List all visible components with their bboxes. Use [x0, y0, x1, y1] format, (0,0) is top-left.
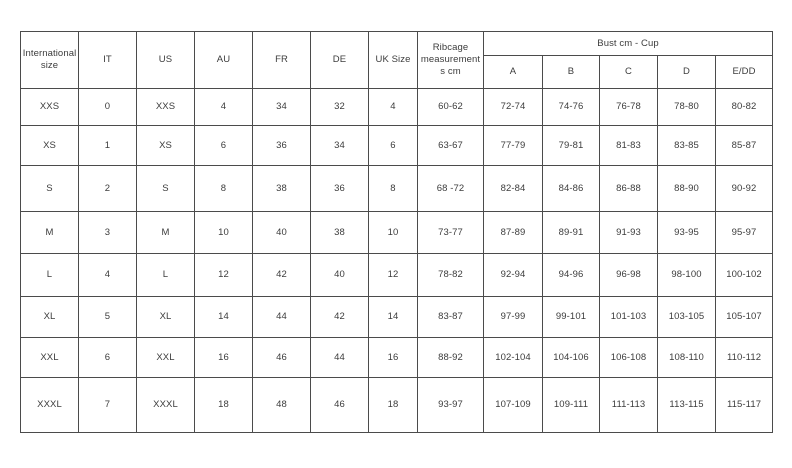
table-cell: XXXL: [21, 378, 79, 433]
table-cell: 16: [195, 338, 253, 378]
col-header-uk-size: UK Size: [369, 32, 418, 89]
table-cell: 83-87: [418, 297, 484, 338]
table-cell: 86-88: [600, 166, 658, 212]
table-cell: 79-81: [543, 126, 600, 166]
table-cell: 80-82: [716, 89, 773, 126]
table-cell: 83-85: [658, 126, 716, 166]
table-cell: 101-103: [600, 297, 658, 338]
table-cell: XXS: [137, 89, 195, 126]
table-cell: 76-78: [600, 89, 658, 126]
table-cell: 96-98: [600, 254, 658, 297]
table-cell: 60-62: [418, 89, 484, 126]
table-cell: 36: [253, 126, 311, 166]
table-cell: 1: [79, 126, 137, 166]
table-cell: XXL: [21, 338, 79, 378]
table-cell: 46: [253, 338, 311, 378]
table-row: [21, 89, 773, 126]
table-cell: 87-89: [484, 212, 543, 254]
table-cell: 85-87: [716, 126, 773, 166]
table-cell: S: [21, 166, 79, 212]
table-cell: 95-97: [716, 212, 773, 254]
table-cell: 8: [369, 166, 418, 212]
table-cell: 36: [311, 166, 369, 212]
col-header-bust-cup-group: Bust cm - Cup: [484, 32, 773, 56]
table-cell: 18: [369, 378, 418, 433]
table-cell: 91-93: [600, 212, 658, 254]
table-cell: 107-109: [484, 378, 543, 433]
table-cell: 90-92: [716, 166, 773, 212]
table-cell: 18: [195, 378, 253, 433]
table-cell: 32: [311, 89, 369, 126]
table-cell: 63-67: [418, 126, 484, 166]
table-cell: 14: [195, 297, 253, 338]
col-header-cup-a: A: [484, 56, 543, 89]
table-cell: 93-97: [418, 378, 484, 433]
table-cell: 42: [311, 297, 369, 338]
table-row: [21, 126, 773, 166]
table-cell: 44: [253, 297, 311, 338]
table-cell: M: [21, 212, 79, 254]
table-cell: 109-111: [543, 378, 600, 433]
table-cell: 106-108: [600, 338, 658, 378]
table-cell: 73-77: [418, 212, 484, 254]
table-cell: 98-100: [658, 254, 716, 297]
table-cell: 103-105: [658, 297, 716, 338]
table-cell: 89-91: [543, 212, 600, 254]
table-cell: 78-80: [658, 89, 716, 126]
col-header-cup-b: B: [543, 56, 600, 89]
table-cell: 7: [79, 378, 137, 433]
table-cell: 92-94: [484, 254, 543, 297]
table-cell: 40: [311, 254, 369, 297]
table-cell: 93-95: [658, 212, 716, 254]
table-row: [21, 254, 773, 297]
table-row: [21, 378, 773, 433]
col-header-cup-edd: E/DD: [716, 56, 773, 89]
table-cell: XXL: [137, 338, 195, 378]
table-cell: 40: [253, 212, 311, 254]
table-cell: 4: [195, 89, 253, 126]
table-cell: XXXL: [137, 378, 195, 433]
col-header-fr: FR: [253, 32, 311, 89]
table-cell: 74-76: [543, 89, 600, 126]
header-row-top: [21, 32, 773, 56]
table-cell: 6: [195, 126, 253, 166]
table-cell: 34: [311, 126, 369, 166]
table-row: [21, 338, 773, 378]
table-cell: 8: [195, 166, 253, 212]
table-cell: 42: [253, 254, 311, 297]
table-cell: 68 -72: [418, 166, 484, 212]
table-cell: 97-99: [484, 297, 543, 338]
table-cell: L: [137, 254, 195, 297]
table-cell: XL: [21, 297, 79, 338]
table-cell: 5: [79, 297, 137, 338]
table-cell: 12: [369, 254, 418, 297]
table-cell: 102-104: [484, 338, 543, 378]
table-cell: 110-112: [716, 338, 773, 378]
table-cell: 14: [369, 297, 418, 338]
table-cell: 6: [369, 126, 418, 166]
table-row: [21, 297, 773, 338]
table-cell: 99-101: [543, 297, 600, 338]
table-cell: S: [137, 166, 195, 212]
size-table-body: [21, 89, 773, 433]
table-cell: 3: [79, 212, 137, 254]
table-cell: 48: [253, 378, 311, 433]
table-cell: 4: [369, 89, 418, 126]
table-row: [21, 166, 773, 212]
table-cell: 115-117: [716, 378, 773, 433]
table-cell: XXS: [21, 89, 79, 126]
table-cell: 77-79: [484, 126, 543, 166]
table-cell: 100-102: [716, 254, 773, 297]
table-cell: 78-82: [418, 254, 484, 297]
table-cell: 10: [369, 212, 418, 254]
table-cell: M: [137, 212, 195, 254]
table-cell: 72-74: [484, 89, 543, 126]
table-cell: L: [21, 254, 79, 297]
col-header-de: DE: [311, 32, 369, 89]
table-cell: XL: [137, 297, 195, 338]
col-header-cup-c: C: [600, 56, 658, 89]
table-cell: 16: [369, 338, 418, 378]
table-cell: XS: [21, 126, 79, 166]
table-cell: 44: [311, 338, 369, 378]
table-cell: 2: [79, 166, 137, 212]
table-cell: 88-90: [658, 166, 716, 212]
table-cell: 38: [311, 212, 369, 254]
table-cell: 104-106: [543, 338, 600, 378]
col-header-it: IT: [79, 32, 137, 89]
table-cell: 0: [79, 89, 137, 126]
table-cell: 84-86: [543, 166, 600, 212]
table-cell: 10: [195, 212, 253, 254]
table-row: [21, 212, 773, 254]
table-cell: 38: [253, 166, 311, 212]
col-header-us: US: [137, 32, 195, 89]
table-cell: 88-92: [418, 338, 484, 378]
col-header-international-size: International size: [21, 32, 79, 89]
table-cell: 82-84: [484, 166, 543, 212]
table-cell: 4: [79, 254, 137, 297]
table-cell: 111-113: [600, 378, 658, 433]
table-cell: 81-83: [600, 126, 658, 166]
table-cell: XS: [137, 126, 195, 166]
table-header: [21, 32, 773, 89]
col-header-au: AU: [195, 32, 253, 89]
size-chart-table: [20, 31, 773, 433]
table-cell: 46: [311, 378, 369, 433]
table-cell: 108-110: [658, 338, 716, 378]
table-cell: 113-115: [658, 378, 716, 433]
table-cell: 34: [253, 89, 311, 126]
table-cell: 94-96: [543, 254, 600, 297]
table-cell: 6: [79, 338, 137, 378]
table-cell: 12: [195, 254, 253, 297]
col-header-ribcage: Ribcage measurements cm: [418, 32, 484, 89]
table-cell: 105-107: [716, 297, 773, 338]
col-header-cup-d: D: [658, 56, 716, 89]
